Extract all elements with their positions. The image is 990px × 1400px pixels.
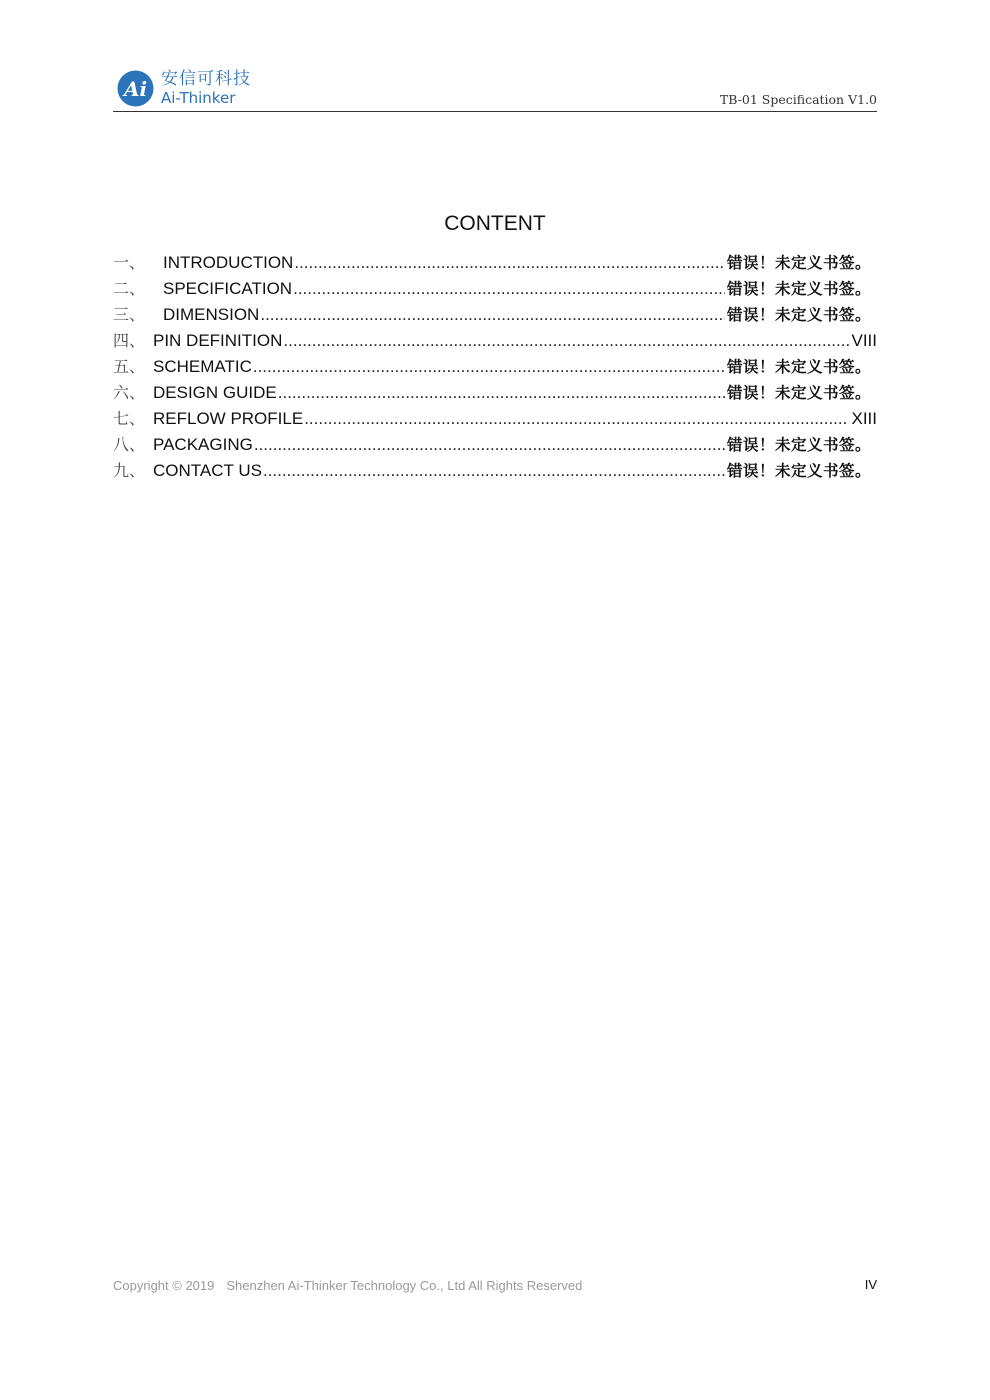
- document-title: TB-01 Specification V1.0: [719, 92, 877, 107]
- toc-heading: CONTENT: [444, 212, 546, 235]
- toc-entry-number: 三、: [113, 305, 146, 324]
- toc-entry-page: 错误！未定义书签。: [726, 306, 871, 324]
- toc-entry-number: 二、: [113, 279, 146, 298]
- toc-entry[interactable]: [113, 380, 877, 406]
- toc-entry[interactable]: [113, 458, 877, 484]
- logo-chinese-name: 安信可科技: [161, 69, 251, 89]
- toc-entry-title: SCHEMATIC: [153, 357, 252, 376]
- toc-entry-title: CONTACT US: [153, 461, 262, 480]
- page-number: IV: [864, 1277, 877, 1292]
- toc-dot-leader: [283, 328, 849, 354]
- logo-mark-text: Ai: [123, 77, 148, 101]
- toc-entry[interactable]: [113, 406, 877, 432]
- company-rights: Shenzhen Ai-Thinker Technology Co., Ltd All Rights Reserved: [226, 1278, 583, 1293]
- toc-entry-number: 六、: [113, 383, 146, 402]
- toc-entry[interactable]: [113, 328, 877, 354]
- header-divider: [113, 111, 877, 112]
- toc-entry-page: 错误！未定义书签。: [726, 384, 871, 402]
- toc-entry-page: 错误！未定义书签。: [726, 462, 871, 480]
- toc-entry-number: 八、: [113, 435, 146, 454]
- toc-entry-title: PACKAGING: [153, 435, 253, 454]
- toc-dot-leader: [294, 250, 725, 276]
- toc-dot-leader: [263, 458, 725, 484]
- toc-entry-number: 一、: [113, 253, 146, 272]
- logo-english-name: Ai-Thinker: [161, 89, 236, 107]
- toc-entry-title: DIMENSION: [163, 305, 260, 324]
- page-header: [113, 64, 877, 112]
- toc-entry-page: XIII: [851, 409, 877, 428]
- toc-entry-page: 错误！未定义书签。: [726, 280, 871, 298]
- ai-thinker-logo-icon: [117, 70, 154, 107]
- footer-copyright: [113, 1277, 582, 1295]
- toc-entry[interactable]: [113, 432, 877, 458]
- toc-entry-title: DESIGN GUIDE: [153, 383, 277, 402]
- toc-dot-leader: [254, 432, 725, 458]
- toc-entry-title: SPECIFICATION: [163, 279, 293, 298]
- toc-entry-number: 九、: [113, 461, 146, 480]
- toc-entry[interactable]: [113, 276, 877, 302]
- toc-dot-leader: [253, 354, 725, 380]
- toc-entry-page: 错误！未定义书签。: [726, 436, 871, 454]
- toc-entry-page: 错误！未定义书签。: [726, 254, 871, 272]
- toc-entry-number: 七、: [113, 409, 146, 428]
- toc-entry-title: REFLOW PROFILE: [153, 409, 304, 428]
- toc-entry[interactable]: [113, 354, 877, 380]
- copyright-notice: Copyright © 2019: [113, 1278, 215, 1293]
- company-logo: [117, 67, 257, 109]
- table-of-contents: [113, 250, 877, 484]
- toc-entry-title: PIN DEFINITION: [153, 331, 283, 350]
- toc-entry-number: 四、: [113, 331, 146, 350]
- toc-entry-page: VIII: [851, 331, 877, 350]
- toc-dot-leader: [293, 276, 725, 302]
- toc-dot-leader: [304, 406, 849, 432]
- toc-dot-leader: [260, 302, 725, 328]
- toc-entry-title: INTRODUCTION: [163, 253, 294, 272]
- toc-entry-number: 五、: [113, 357, 146, 376]
- toc-dot-leader: [278, 380, 725, 406]
- toc-entry[interactable]: [113, 250, 877, 276]
- toc-entry[interactable]: [113, 302, 877, 328]
- toc-entry-page: 错误！未定义书签。: [726, 358, 871, 376]
